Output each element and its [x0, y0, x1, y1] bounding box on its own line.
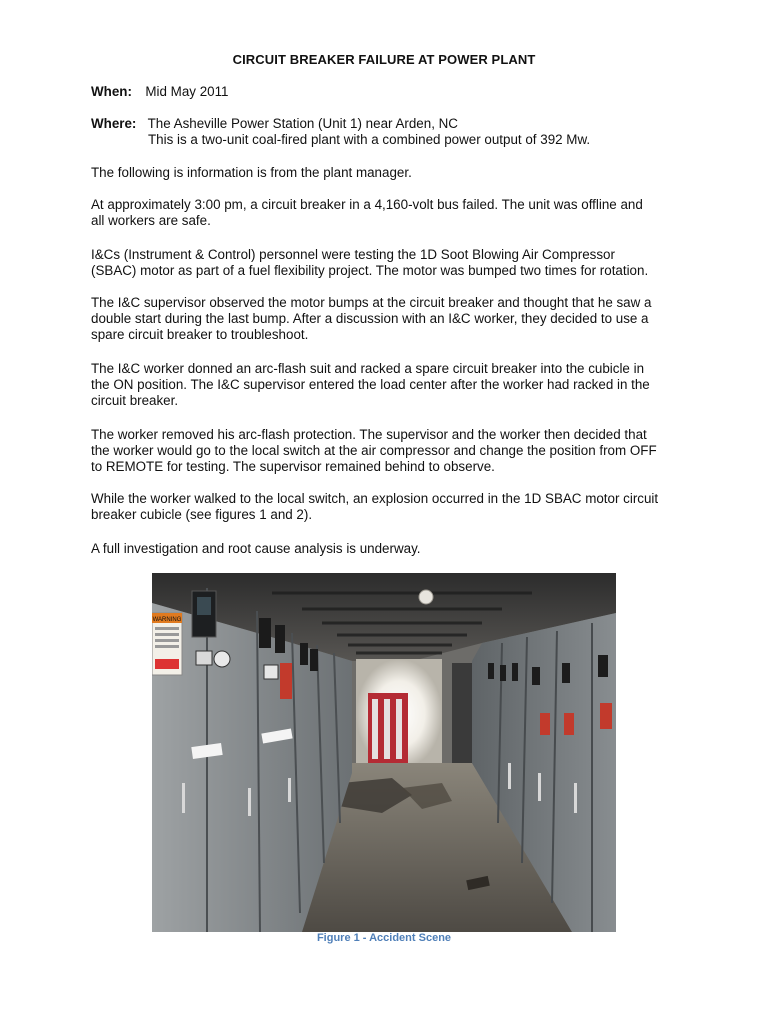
paragraph-line: to REMOTE for testing. The supervisor remained behind to observe.	[91, 459, 495, 474]
where-value: The Asheville Power Station (Unit 1) near Arden, NC	[147, 116, 458, 131]
paragraph-line: spare circuit breaker to troubleshoot.	[91, 327, 309, 342]
paragraph-2	[91, 197, 681, 229]
when-line	[91, 84, 228, 100]
where-label: Where:	[91, 116, 137, 131]
paragraph-line: The I&C worker donned an arc-flash suit and racked a spare circuit breaker into the cubicle in	[91, 361, 645, 376]
paragraph-line: all workers are safe.	[91, 213, 211, 228]
paragraph-1	[91, 165, 681, 181]
paragraph-5	[91, 361, 681, 409]
where-detail: This is a two-unit coal-fired plant with a combined power output of 392 Mw.	[148, 132, 591, 147]
paragraph-line: The I&C supervisor observed the motor bumps at the circuit breaker and thought that he saw a	[91, 295, 652, 310]
paragraph-3	[91, 247, 681, 279]
paragraph-7	[91, 491, 681, 523]
paragraph-line: circuit breaker.	[91, 393, 179, 408]
paragraph-line: breaker cubicle (see figures 1 and 2).	[91, 507, 313, 522]
paragraph-line: At approximately 3:00 pm, a circuit breaker in a 4,160-volt bus failed. The unit was offline and	[91, 197, 643, 212]
paragraph-line: double start during the last bump. After a discussion with an I&C worker, they decided to use a	[91, 311, 649, 326]
paragraph-4	[91, 295, 681, 343]
where-line	[91, 116, 458, 132]
paragraph-line: The worker removed his arc-flash protection. The supervisor and the worker then decided that	[91, 427, 647, 442]
paragraph-8	[91, 541, 681, 557]
warning-sign-text: WARNING	[152, 617, 182, 623]
paragraph-6	[91, 427, 681, 475]
when-value: Mid May 2011	[145, 84, 229, 99]
paragraph-line: the ON position. The I&C supervisor entered the load center after the worker had racked in the	[91, 377, 650, 392]
figure-caption: Figure 1 - Accident Scene	[316, 932, 452, 944]
accident-scene-photo	[152, 573, 616, 932]
when-label: When:	[91, 84, 132, 99]
paragraph-line: the worker would go to the local switch at the air compressor and change the position from OFF	[91, 443, 657, 458]
document-title: CIRCUIT BREAKER FAILURE AT POWER PLANT	[232, 52, 536, 67]
paragraph-line: The following is information is from the plant manager.	[91, 165, 412, 180]
paragraph-line: While the worker walked to the local switch, an explosion occurred in the 1D SBAC motor circuit	[91, 491, 659, 506]
paragraph-line: A full investigation and root cause analysis is underway.	[91, 541, 421, 556]
paragraph-line: I&Cs (Instrument & Control) personnel were testing the 1D Soot Blowing Air Compressor	[91, 247, 615, 262]
paragraph-line: (SBAC) motor as part of a fuel flexibility project. The motor was bumped two times for rotation.	[91, 263, 649, 278]
